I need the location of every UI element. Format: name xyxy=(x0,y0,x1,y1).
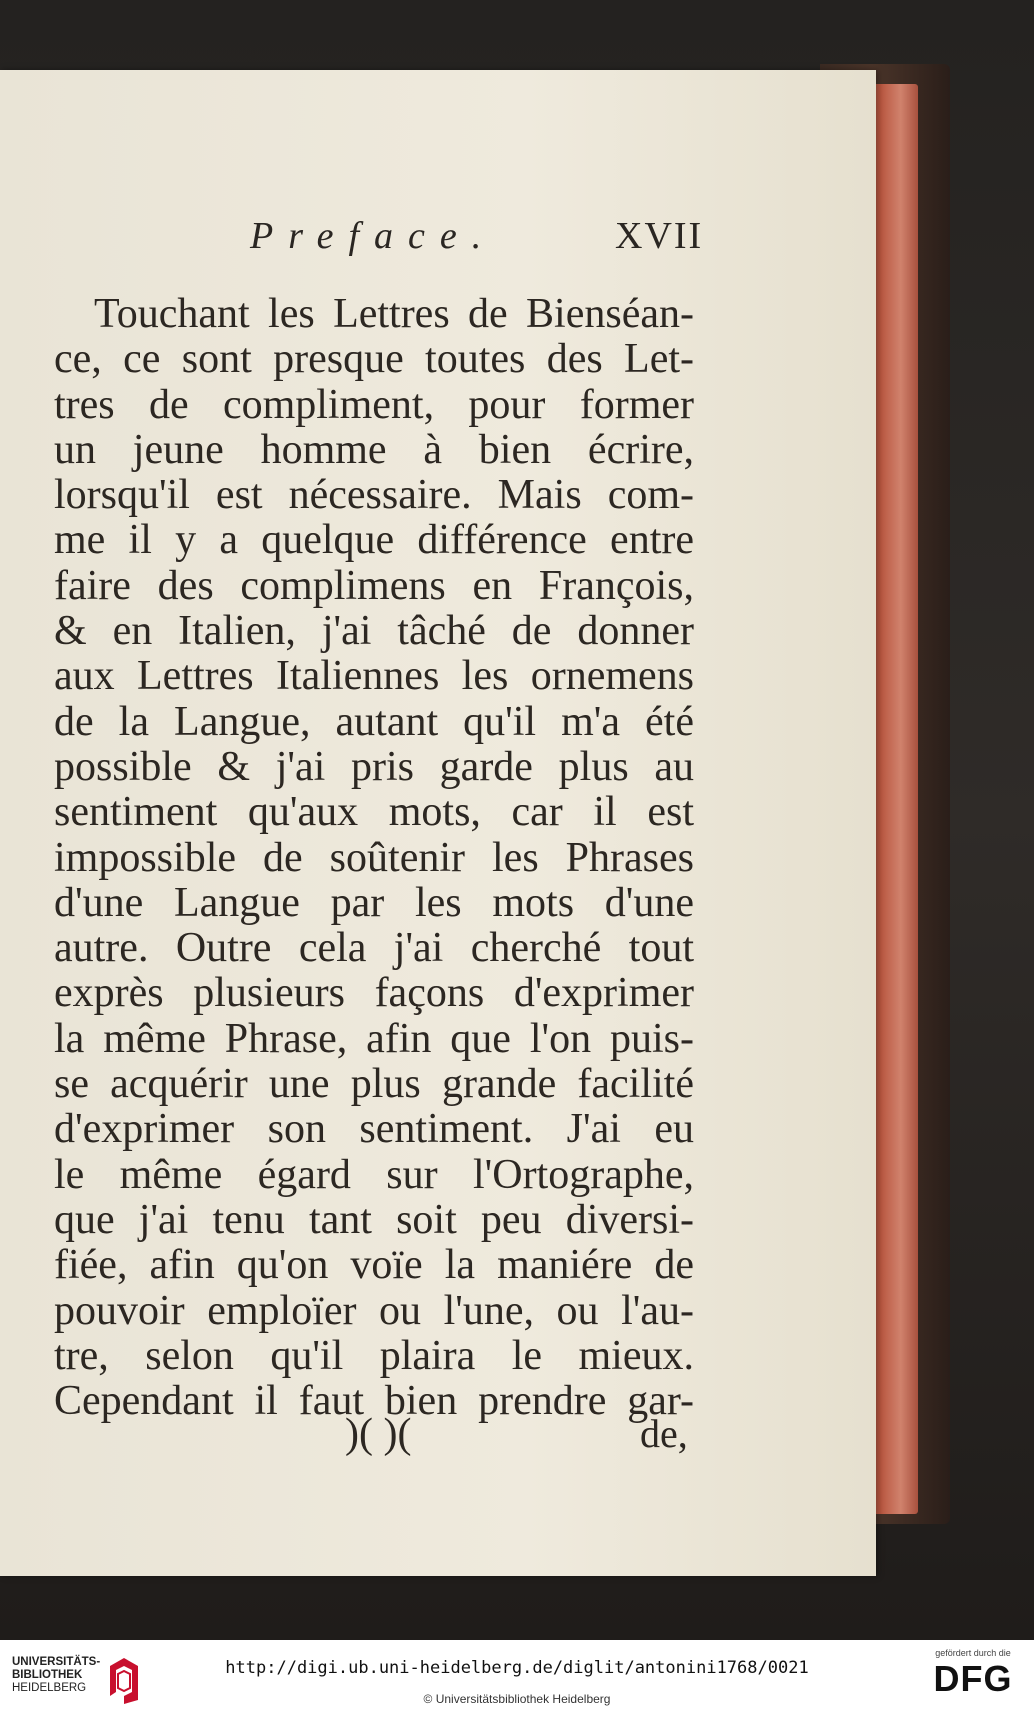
catchword: de, xyxy=(640,1411,688,1456)
page-number: XVII xyxy=(615,215,704,257)
text-line: impossible de soûtenir les Phrases xyxy=(54,834,694,881)
text-line: de la Langue, autant qu'il m'a été xyxy=(54,698,694,745)
text-line: la même Phrase, afin que l'on puis- xyxy=(54,1015,694,1062)
body-text xyxy=(54,292,694,1424)
page-header xyxy=(0,214,876,274)
copyright-notice: © Universitätsbibliothek Heidelberg xyxy=(423,1692,611,1706)
text-line: sentiment qu'aux mots, car il est xyxy=(54,789,694,836)
dfg-logo-text: DFG xyxy=(933,1658,1013,1699)
dfg-caption: gefördert durch die xyxy=(935,1648,1011,1658)
text-line: tres de compliment, pour former xyxy=(54,381,694,428)
book-page xyxy=(0,70,876,1576)
logo-text-line: HEIDELBERG xyxy=(12,1682,87,1694)
text-line: exprès plusieurs façons d'exprimer xyxy=(54,970,694,1017)
text-line: faire des complimens en François, xyxy=(54,562,694,609)
text-line: & en Italien, j'ai tâché de donner xyxy=(54,608,694,655)
logo-text-line: UNIVERSITÄTS- xyxy=(12,1656,101,1668)
text-line: ce, ce sont presque toutes des Let- xyxy=(54,336,694,383)
running-title: Preface. xyxy=(250,215,497,257)
text-line: Touchant les Lettres de Bienséan- xyxy=(94,291,694,337)
text-line: Cependant il faut bien prendre gar- xyxy=(54,1378,694,1425)
text-line: se acquérir une plus grande facilité xyxy=(54,1061,694,1108)
text-line: possible & j'ai pris garde plus au xyxy=(54,743,694,790)
text-line: lorsqu'il est nécessaire. Mais com- xyxy=(54,472,694,519)
footer-bar xyxy=(0,1640,1034,1715)
text-line: fiée, afin qu'on voïe la maniére de xyxy=(54,1242,694,1289)
logo-text-line: BIBLIOTHEK xyxy=(12,1669,83,1681)
permalink-url[interactable]: http://digi.ub.uni-heidelberg.de/diglit/antonini1768/0021 xyxy=(225,1658,809,1678)
text-line: aux Lettres Italiennes les ornemens xyxy=(54,653,694,700)
text-line: le même égard sur l'Ortographe, xyxy=(54,1151,694,1198)
text-line: autre. Outre cela j'ai cherché tout xyxy=(54,925,694,972)
text-line: que j'ai tenu tant soit peu diversi- xyxy=(54,1196,694,1243)
text-line: me il y a quelque différence entre xyxy=(54,517,694,564)
text-line: un jeune homme à bien écrire, xyxy=(54,426,694,473)
text-line: d'une Langue par les mots d'une xyxy=(54,879,694,926)
text-line: d'exprimer son sentiment. J'ai eu xyxy=(54,1106,694,1153)
text-line: pouvoir emploïer ou l'une, ou l'au- xyxy=(54,1287,694,1334)
signature-mark: )( )( xyxy=(345,1411,412,1457)
dfg-funding-logo[interactable] xyxy=(918,1648,1028,1710)
text-line: tre, selon qu'il plaira le mieux. xyxy=(54,1332,694,1379)
